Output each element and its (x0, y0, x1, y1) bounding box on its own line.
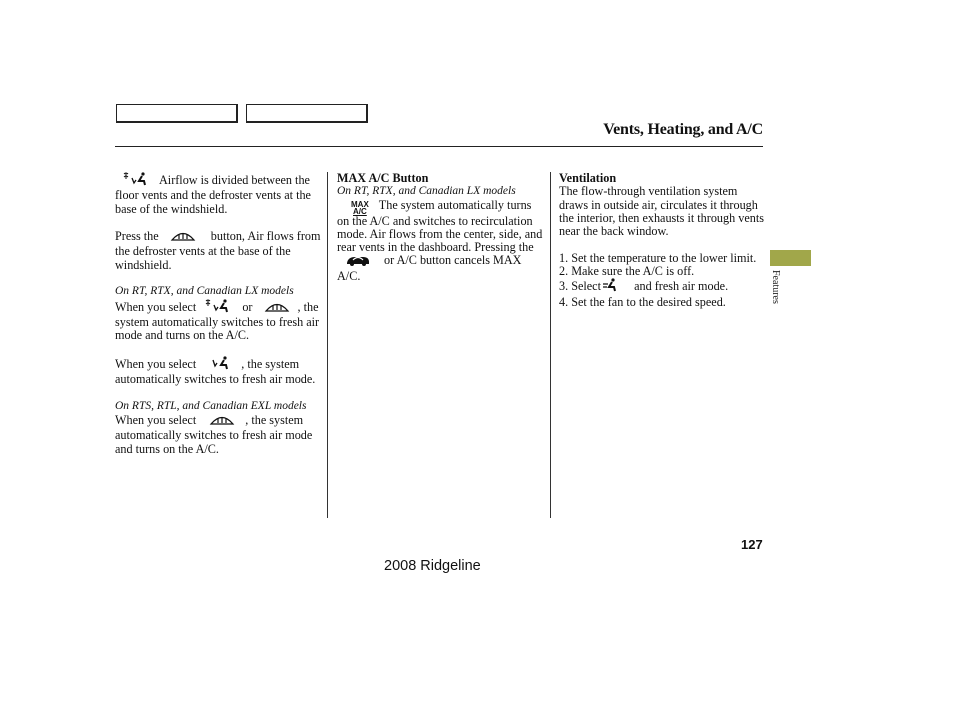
max-ac-icon (351, 201, 369, 215)
header-divider (115, 146, 763, 147)
text-fragment: , the system automatically switches to fresh air mode and turns on the A/C. (115, 413, 313, 456)
text-fragment: The system automatically turns on the A/C and switches to recirculation mode. Air flows from the center, side, and rear vents in the dashboard. Pressing the (337, 197, 543, 255)
column-left (115, 172, 321, 456)
max-ac-icon-bottom-label: A/C (353, 206, 367, 216)
column-divider-1 (327, 172, 328, 518)
text-fragment: 3. Select (559, 279, 601, 294)
text-fragment: or (242, 299, 253, 314)
section-label: Features (770, 270, 781, 304)
text-fragment: and fresh air mode. (634, 279, 729, 294)
defrost-icon (264, 300, 290, 316)
dashboard-vent-icon (614, 278, 621, 295)
page-number: 127 (741, 537, 763, 552)
defrost-icon (170, 229, 196, 245)
column-divider-2 (550, 172, 551, 518)
step-3 (559, 278, 765, 295)
ventilation-heading: Ventilation (559, 171, 617, 185)
model-note-2: On RTS, RTL, and Canadian EXL models (115, 399, 307, 412)
step-2: 2. Make sure the A/C is off. (559, 264, 695, 279)
text-fragment: , the system automatically switches to fresh air mode. (115, 356, 316, 387)
floor-mode-icon (209, 356, 231, 373)
text-fragment: button, Air flows from the defroster vents at the base of the windshield. (115, 229, 321, 272)
paragraph-select-floor (115, 356, 321, 387)
section-tab-marker (770, 250, 811, 266)
paragraph-select-defrost (115, 413, 321, 456)
defrost-icon (209, 413, 235, 429)
paragraph-text: Airflow is divided between the floor vents and the defroster vents at the base of the windshield. (115, 173, 311, 216)
footer-model: 2008 Ridgeline (384, 558, 481, 574)
nav-tab-box-2[interactable] (246, 104, 368, 123)
text-fragment: , the system automatically switches to fresh air mode and turns on the A/C. (115, 299, 320, 343)
text-fragment: A/C button cancels MAX A/C. (337, 253, 522, 283)
text-fragment: or (384, 253, 395, 268)
page-title: Vents, Heating, and A/C (603, 121, 763, 138)
step-1: 1. Set the temperature to the lower limit. (559, 250, 757, 265)
paragraph-floor-defrost (115, 172, 321, 216)
text-fragment: When you select (115, 356, 197, 371)
text-fragment: Press the (115, 229, 159, 244)
text-fragment: When you select (115, 299, 197, 314)
paragraph-defrost-button (115, 229, 321, 272)
paragraph-max-ac (337, 199, 543, 283)
text-fragment: When you select (115, 413, 197, 428)
max-ac-icon-top-label: MAX (351, 199, 369, 209)
recirculation-icon (345, 254, 371, 269)
max-ac-heading: MAX A/C Button (337, 171, 429, 185)
floor-defrost-mode-icon (123, 172, 149, 189)
nav-tab-box-1[interactable] (116, 104, 238, 123)
column-right (559, 172, 765, 309)
paragraph-select-mode (115, 299, 321, 343)
column-middle (337, 172, 543, 283)
paragraph-ventilation: The flow-through ventilation system draws in outside air, circulates it through the interior, then exhausts it through vents near the back window. (559, 184, 764, 239)
ventilation-steps (559, 252, 765, 309)
step-4: 4. Set the fan to the desired speed. (559, 294, 726, 309)
floor-defrost-mode-icon (205, 299, 231, 316)
model-note-1: On RT, RTX, and Canadian LX models (115, 285, 294, 298)
model-note-max-ac: On RT, RTX, and Canadian LX models (337, 185, 516, 198)
